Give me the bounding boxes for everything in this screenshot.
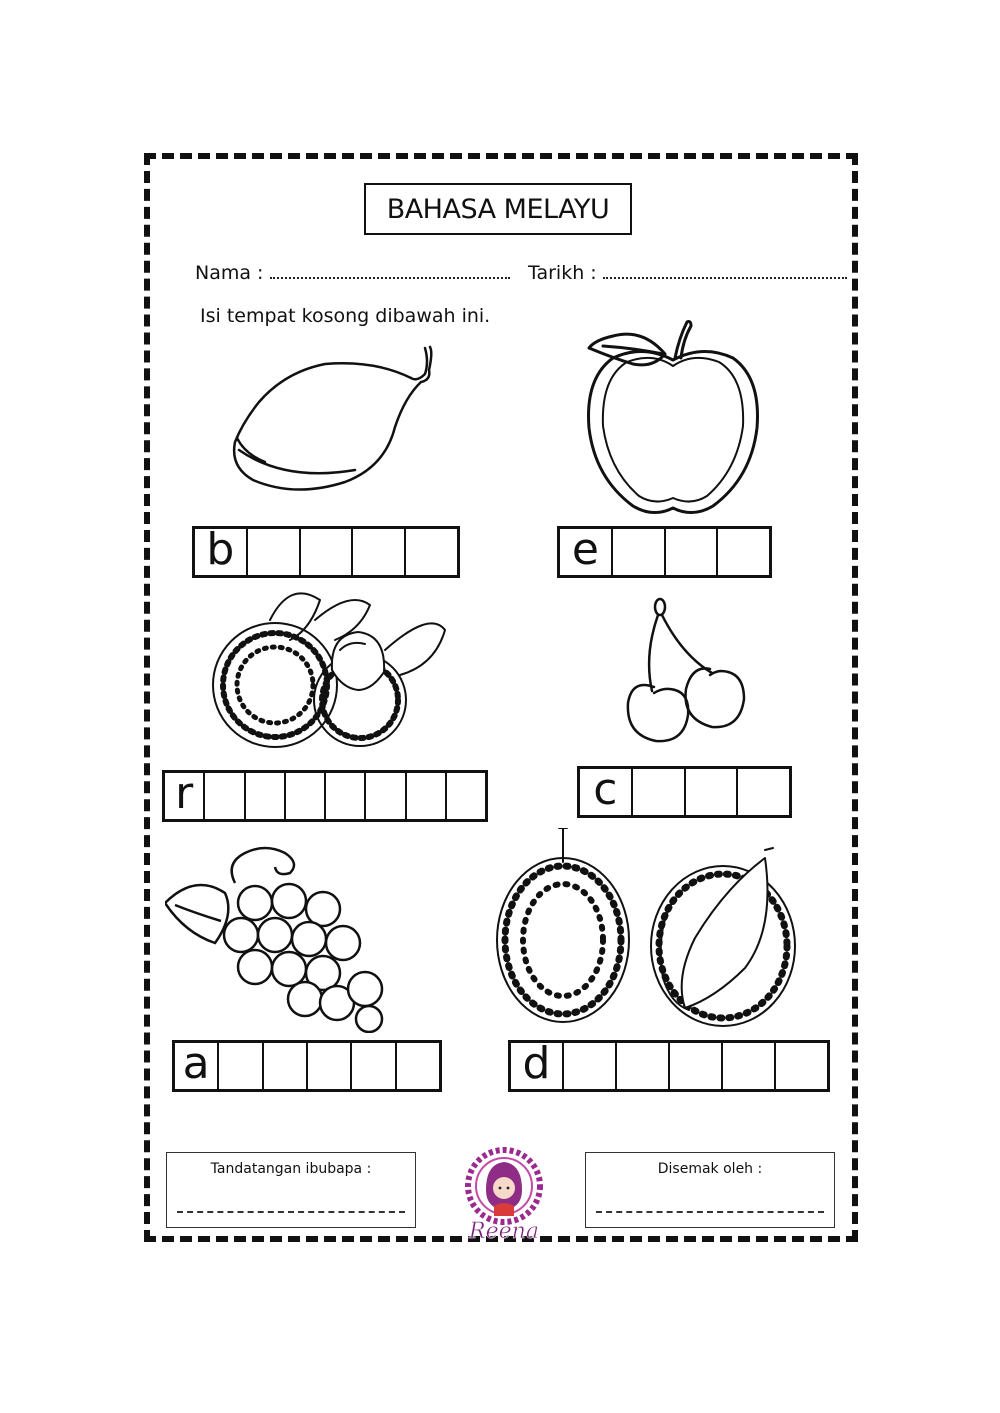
answer-boxes-rambutan <box>162 770 488 822</box>
given-letter: b <box>195 529 248 575</box>
instruction-text: Isi tempat kosong dibawah ini. <box>200 305 491 327</box>
logo-text: Reena <box>469 1219 539 1244</box>
checked-by-label: Disemak oleh : <box>657 1161 763 1177</box>
answer-boxes-papaya <box>192 526 460 578</box>
answer-boxes-cherry <box>577 766 792 818</box>
given-letter: r <box>165 773 205 819</box>
apple-icon <box>583 308 763 520</box>
letter-input[interactable] <box>613 529 666 575</box>
letter-input[interactable] <box>617 1043 670 1089</box>
grapes-icon <box>165 843 387 1033</box>
letter-input[interactable] <box>666 529 719 575</box>
letter-input[interactable] <box>219 1043 263 1089</box>
letter-input[interactable] <box>633 769 686 815</box>
checked-by-line[interactable] <box>596 1211 824 1213</box>
letter-input[interactable] <box>723 1043 776 1089</box>
letter-input[interactable] <box>352 1043 396 1089</box>
letter-input[interactable] <box>776 1043 827 1089</box>
letter-input[interactable] <box>301 529 354 575</box>
given-letter: e <box>560 529 613 575</box>
parent-signature-line[interactable] <box>177 1211 405 1213</box>
given-letter: d <box>511 1043 564 1089</box>
answer-boxes-grapes <box>172 1040 442 1092</box>
rambutan-icon <box>200 580 450 760</box>
checked-by-box <box>585 1152 835 1228</box>
letter-input[interactable] <box>738 769 789 815</box>
answer-boxes-apple <box>557 526 772 578</box>
letter-input[interactable] <box>246 773 286 819</box>
papaya-icon <box>225 342 450 502</box>
letter-input[interactable] <box>353 529 406 575</box>
letter-input[interactable] <box>326 773 366 819</box>
given-letter: c <box>580 769 633 815</box>
name-label: Nama : <box>195 262 264 284</box>
durian-icon <box>495 828 810 1033</box>
date-label: Tarikh : <box>528 262 597 284</box>
letter-input[interactable] <box>264 1043 308 1089</box>
letter-input[interactable] <box>447 773 485 819</box>
letter-input[interactable] <box>670 1043 723 1089</box>
letter-input[interactable] <box>286 773 326 819</box>
cherry-icon <box>622 595 747 760</box>
letter-input[interactable] <box>718 529 769 575</box>
letter-input[interactable] <box>407 773 447 819</box>
worksheet-title: BAHASA MELAYU <box>364 183 632 235</box>
letter-input[interactable] <box>366 773 406 819</box>
answer-boxes-durian <box>508 1040 830 1092</box>
name-input-line[interactable] <box>270 263 510 279</box>
date-input-line[interactable] <box>603 263 847 279</box>
girl-avatar-logo <box>464 1146 544 1246</box>
parent-signature-label: Tandatangan ibubapa : <box>210 1161 372 1177</box>
letter-input[interactable] <box>564 1043 617 1089</box>
letter-input[interactable] <box>308 1043 352 1089</box>
parent-signature-box <box>166 1152 416 1228</box>
letter-input[interactable] <box>406 529 457 575</box>
letter-input[interactable] <box>248 529 301 575</box>
name-field <box>195 262 510 284</box>
letter-input[interactable] <box>397 1043 439 1089</box>
letter-input[interactable] <box>205 773 245 819</box>
given-letter: a <box>175 1043 219 1089</box>
letter-input[interactable] <box>686 769 739 815</box>
date-field <box>528 262 847 284</box>
